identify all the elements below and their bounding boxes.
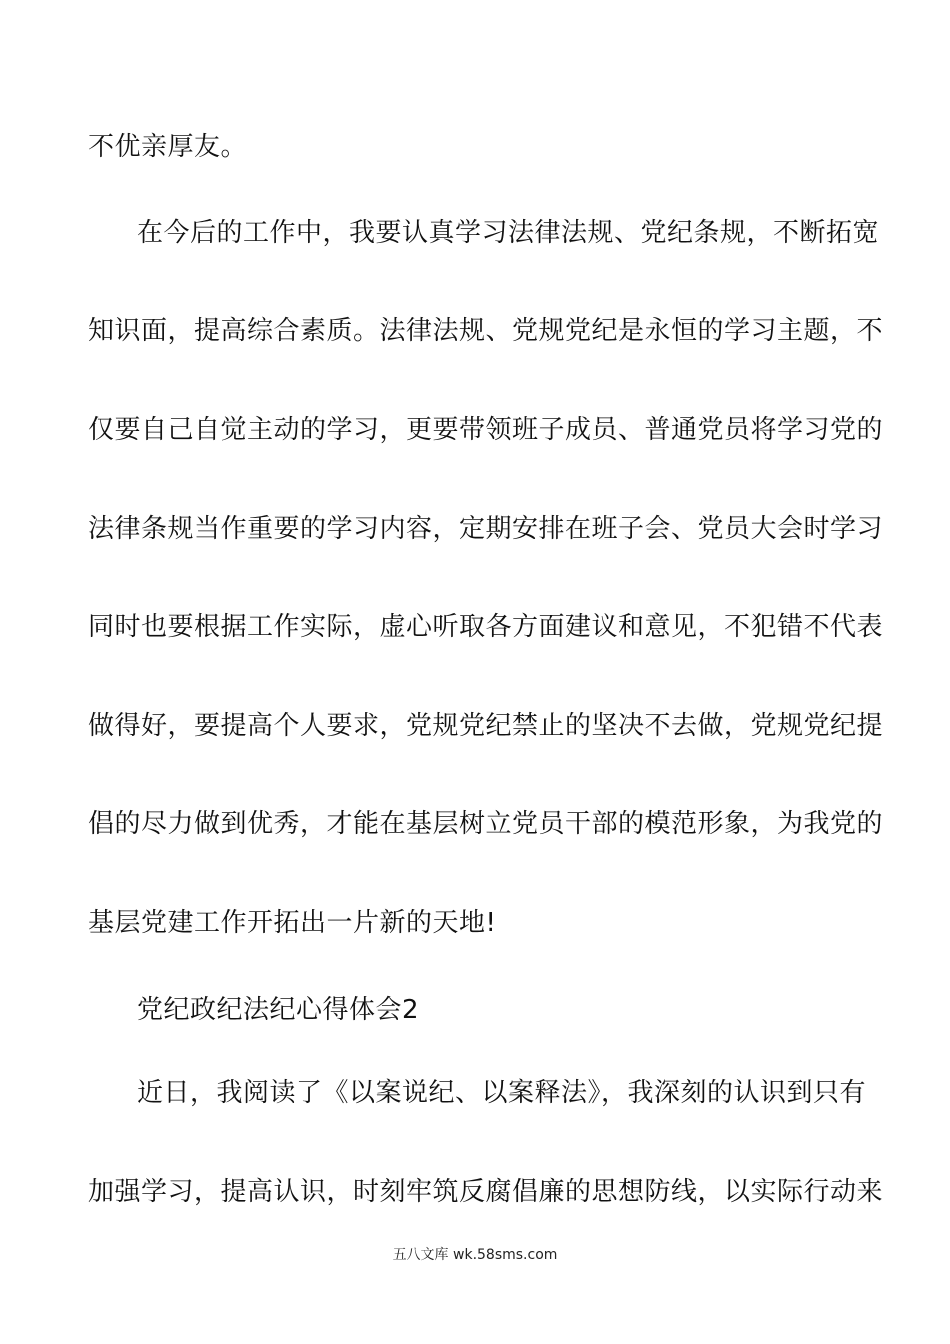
paragraph-line: 不优亲厚友。 <box>88 132 248 162</box>
paragraph-line: 法律条规当作重要的学习内容，定期安排在班子会、党员大会时学习 <box>88 514 884 544</box>
paragraph-line: 近日，我阅读了《以案说纪、以案释法》，我深刻的认识到只有 <box>137 1078 867 1108</box>
page-footer: 五八文库 wk.58sms.com <box>392 1247 558 1263</box>
paragraph-line: 同时也要根据工作实际，虚心听取各方面建议和意见，不犯错不代表 <box>88 612 884 642</box>
paragraph-line: 在今后的工作中，我要认真学习法律法规、党纪条规，不断拓宽 <box>137 218 880 248</box>
paragraph-line: 做得好，要提高个人要求，党规党纪禁止的坚决不去做，党规党纪提 <box>88 711 884 741</box>
section-heading: 党纪政纪法纪心得体会2 <box>137 995 420 1025</box>
paragraph-line: 加强学习，提高认识，时刻牢筑反腐倡廉的思想防线，以实际行动来 <box>88 1177 884 1207</box>
paragraph-line: 仅要自己自觉主动的学习，更要带领班子成员、普通党员将学习党的 <box>88 415 884 445</box>
paragraph-line: 知识面，提高综合素质。法律法规、党规党纪是永恒的学习主题，不 <box>88 316 884 346</box>
paragraph-line: 基层党建工作开拓出一片新的天地! <box>88 908 497 938</box>
paragraph-line: 倡的尽力做到优秀，才能在基层树立党员干部的模范形象，为我党的 <box>88 809 884 839</box>
